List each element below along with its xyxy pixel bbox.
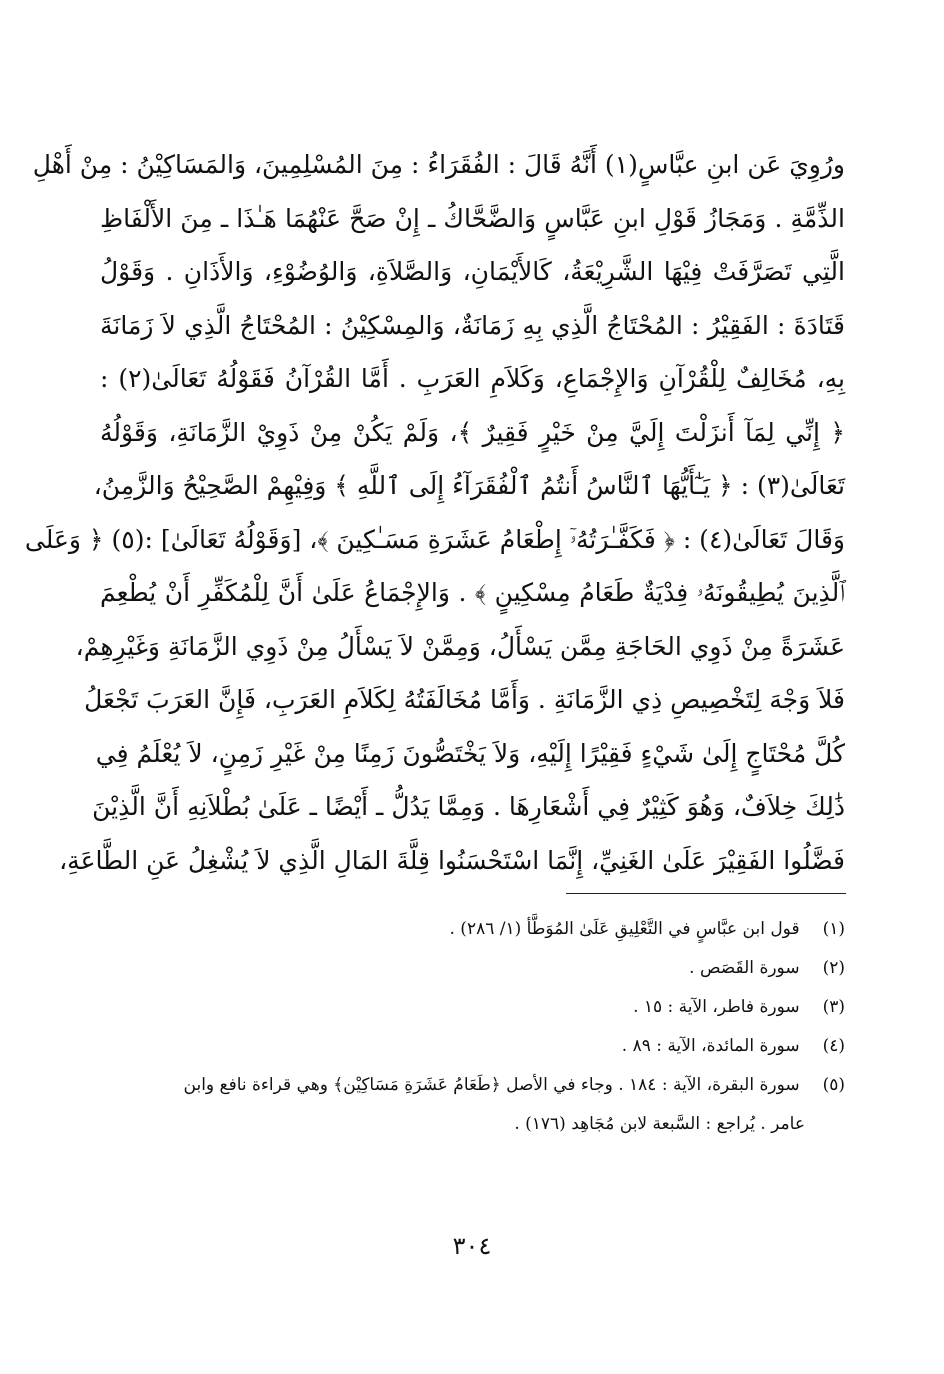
text-line: تَعَالَىٰ(٣) : ﴿ يَـٰٓأَيُّهَا ٱلنَّاسُ أَنتُمُ ٱلْفُقَرَآءُ إِلَى ٱللَّهِ ﴾ وَفِيْهِمْ الصَّحِيْحُ وَالزَّمِنُ، [93,471,845,500]
text-line: بِهِ، مُخَالِفٌ لِلْقُرْآنِ وَالإِجْمَاعِ، وَكَلاَمِ العَرَبِ . أَمَّا القُرْآنُ فَقَوْلُهُ تَعَالَىٰ(٢) : [100,364,846,393]
footnote [100,910,845,949]
text-line: ﴿ إِنِّي لِمَآ أَنزَلْتَ إِلَيَّ مِنْ خَيْرٍ فَقِيرٌ ﴾، وَلَمْ يَكُنْ مِنْ ذَوِيْ الزَّمَانَةِ، وَقَوْلُهُ [100,417,845,447]
text-line: ٱلَّذِينَ يُطِيقُونَهُۥ فِدْيَةٌ طَعَامُ مِسْكِينٍ ﴾ . وَالإِجْمَاعُ عَلَىٰ أَنَّ لِلْمُكَفِّرِ أَنْ يُطْعِمَ [100,578,845,607]
footnote-continuation: عامر . يُراجع : السَّبعة لابن مُجَاهِد (١٧٦) . [514,1114,805,1134]
footnote-text: قول ابن عبَّاسٍ في التَّعْلِيقِ عَلَىٰ المُوَطَّأ (١/ ٢٨٦) . [449,919,800,939]
main-text [24,138,846,887]
text-line: وَقَالَ تَعَالَىٰ(٤) : ﴿ فَكَفَّـٰرَتُهُۥٓ إِطْعَامُ عَشَرَةِ مَسَـٰكِينَ ﴾، [وَقَوْلُهُ تَعَالَىٰ] :(٥) ﴿ وَعَلَى [24,524,845,554]
footnote [100,1027,845,1066]
footnote [100,1066,845,1105]
page-number: ٣٠٤ [452,1232,492,1260]
footnote-number: (٣) [822,997,845,1017]
text-line: عَشَرَةً مِنْ ذَوِي الحَاجَةِ مِمَّن يَسْأَلُ، وَمِمَّنْ لاَ يَسْأَلُ مِنْ ذَوِي الزَّمَانَةِ وَغَيْرِهِمْ، [75,631,845,661]
footnote-number: (٥) [822,1075,845,1095]
footnotes [100,910,845,1144]
footnote-divider [566,893,846,894]
footnote-text: سورة القَصَص . [689,958,800,978]
text-line: الَّتِي تَصَرَّفَتْ فِيْهَا الشَّرِيْعَةُ، كَالأَيْمَانِ، وَالصَّلاَةِ، وَالوُضُوْءِ، وَالأَذَانِ . وَقَوْلُ [100,257,845,286]
text-line: فَلاَ وَجْهَ لِتَخْصِيصِ ذِي الزَّمَانَةِ . وَأَمَّا مُخَالَفَتُهُ لِكَلاَمِ العَرَبِ، فَإِنَّ العَرَبَ تَجْعَلُ [84,685,845,714]
footnote-text: سورة البقرة، الآية : ١٨٤ . وجاء في الأصل ﴿طَعَامُ عَشَرَةِ مَسَاكِيْن﴾ وهي قراءة نافع وابن [183,1075,800,1095]
footnote [100,988,845,1027]
footnote-text: سورة فاطر، الآية : ١٥ . [633,997,800,1017]
footnote-text: سورة المائدة، الآية : ٨٩ . [621,1036,800,1056]
text-line: الذِّمَّةِ . وَمَجَازُ قَوْلِ ابنِ عَبَّاسٍ وَالضَّحَّاكُ ـ إِنْ صَحَّ عَنْهُمَا هَـٰذَا ـ مِنَ الأَلْفَاظِ [100,203,845,233]
text-line: فَضَّلُوا الفَقِيْرَ عَلَىٰ الغَنِيِّ، إِنَّمَا اسْتَحْسَنُوا قِلَّةَ المَالِ الَّذِي لاَ يُشْغِلُ عَنِ الطَّاعَةِ، [59,845,845,875]
text-line: ورُوِيَ عَن ابنِ عبَّاسٍ(١) أَنَّهُ قَالَ : الفُقَرَاءُ : مِنَ المُسْلِمِينَ، وَالمَسَاكِيْنُ : مِنْ أَهْلِ [32,150,845,179]
footnote [100,949,845,988]
text-line: ذَٰلِكَ خِلاَفٌ، وَهُوَ كَثِيْرٌ فِي أَشْعَارِهَا . وَمِمَّا يَدُلُّ ـ أَيْضًا ـ عَلَىٰ بُطْلاَنِهِ أَنَّ الَّذِيْنَ [92,792,845,821]
footnote-number: (٢) [822,958,845,978]
text-line: كُلَّ مُحْتَاجٍ إِلَىٰ شَيْءٍ فَقِيْرًا إِلَيْهِ، وَلاَ يَخْتَصُّونَ زَمِنًا مِنْ غَيْرِ زَمِنٍ، لاَ يُعْلَمُ فِي [95,738,845,768]
footnote-number: (١) [822,919,845,939]
text-line: قَتَادَةَ : الفَقِيْرُ : المُحْتَاجُ الَّذِي بِهِ زَمَانَةٌ، وَالمِسْكِيْنُ : المُحْتَاجُ الَّذِي لاَ زَمَانَةَ [100,310,845,340]
footnote-number: (٤) [822,1036,845,1056]
